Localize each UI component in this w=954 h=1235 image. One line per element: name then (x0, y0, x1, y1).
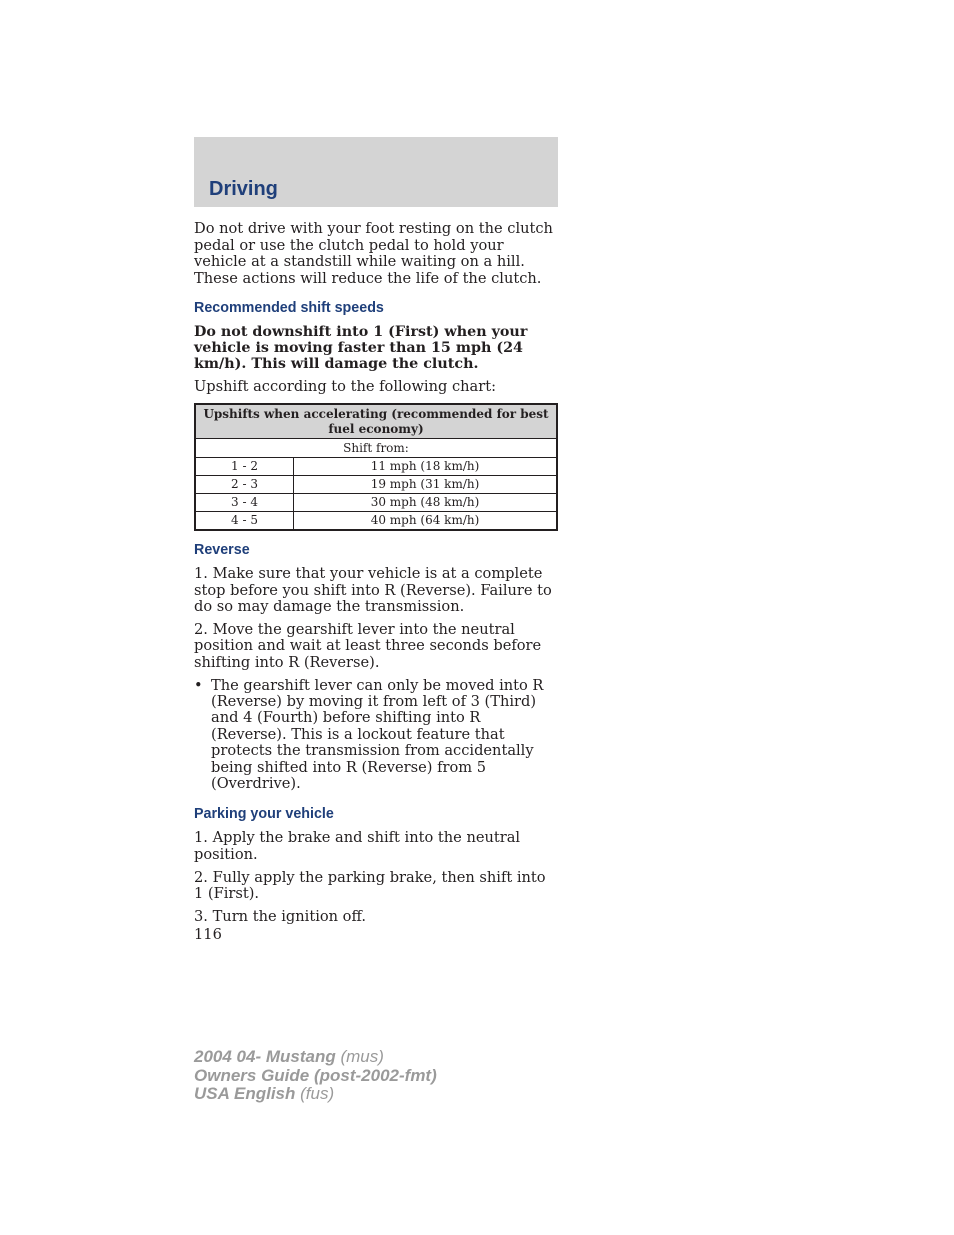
page-content (194, 221, 558, 931)
reverse-step-1: 1. Make sure that your vehicle is at a complete stop before you shift into R (Reverse). Failure to do so may damage the transmission. (194, 564, 552, 616)
page-number: 116 (194, 926, 222, 943)
footer-language-code: (fus) (300, 1084, 335, 1104)
shift-speed-table (194, 403, 558, 531)
table-row (195, 493, 557, 511)
reverse-bullet-text: The gearshift lever can only be moved into R (Reverse) by moving it from left of 3 (Third) and 4 (Fourth) before shifting into R (Reverse). This is a lockout feature that protects the transmission from accidentally being shifted into R (Reverse) from 5 (Overdrive). (211, 676, 544, 792)
intro-paragraph: Do not drive with your foot resting on the clutch pedal or use the clutch pedal to hold your vehicle at a standstill while waiting on a hill. These actions will reduce the life of the clutch. (194, 220, 553, 287)
upshift-note: Upshift according to the following chart: (194, 378, 497, 396)
gear-cell: 1 - 2 (195, 457, 294, 475)
footer-language: USA English (194, 1084, 296, 1104)
gear-cell: 4 - 5 (195, 511, 294, 530)
parking-step-1: 1. Apply the brake and shift into the neutral position. (194, 829, 521, 863)
parking-heading: Parking your vehicle (194, 806, 334, 823)
footer-model: 2004 04- Mustang (194, 1047, 336, 1066)
speed-cell: 30 mph (48 km/h) (294, 493, 558, 511)
reverse-bullet (194, 678, 558, 793)
table-subheader: Shift from: (195, 438, 557, 457)
parking-step-3: 3. Turn the ignition off. (194, 907, 366, 925)
reverse-heading: Reverse (194, 541, 250, 558)
section-header-bar (194, 137, 558, 207)
reverse-step-2: 2. Move the gearshift lever into the neutral position and wait at least three seconds before shifting into R (Reverse). (194, 620, 542, 671)
footer-line-3 (194, 1085, 437, 1104)
speed-cell: 11 mph (18 km/h) (294, 457, 558, 475)
parking-step-2: 2. Fully apply the parking brake, then shift into 1 (First). (194, 868, 546, 903)
footer-line-1 (194, 1048, 437, 1067)
section-title: Driving (209, 178, 278, 200)
table-row (195, 511, 557, 530)
table-row (195, 457, 557, 475)
footer-line-2 (194, 1067, 437, 1086)
speed-cell: 19 mph (31 km/h) (294, 475, 558, 493)
document-footer (194, 1048, 437, 1104)
speed-cell: 40 mph (64 km/h) (294, 511, 558, 530)
gear-cell: 3 - 4 (195, 493, 294, 511)
footer-guide: Owners Guide (post-2002-fmt) (194, 1065, 437, 1085)
table-title: Upshifts when accelerating (recommended for best fuel economy) (195, 404, 557, 439)
footer-model-code: (mus) (340, 1047, 384, 1066)
table-row (195, 475, 557, 493)
gear-cell: 2 - 3 (195, 475, 294, 493)
shift-speeds-heading: Recommended shift speeds (194, 300, 384, 317)
bullet-icon: • (194, 676, 203, 694)
downshift-warning: Do not downshift into 1 (First) when your vehicle is moving faster than 15 mph (24 km/h). This will damage the clutch. (194, 324, 528, 373)
